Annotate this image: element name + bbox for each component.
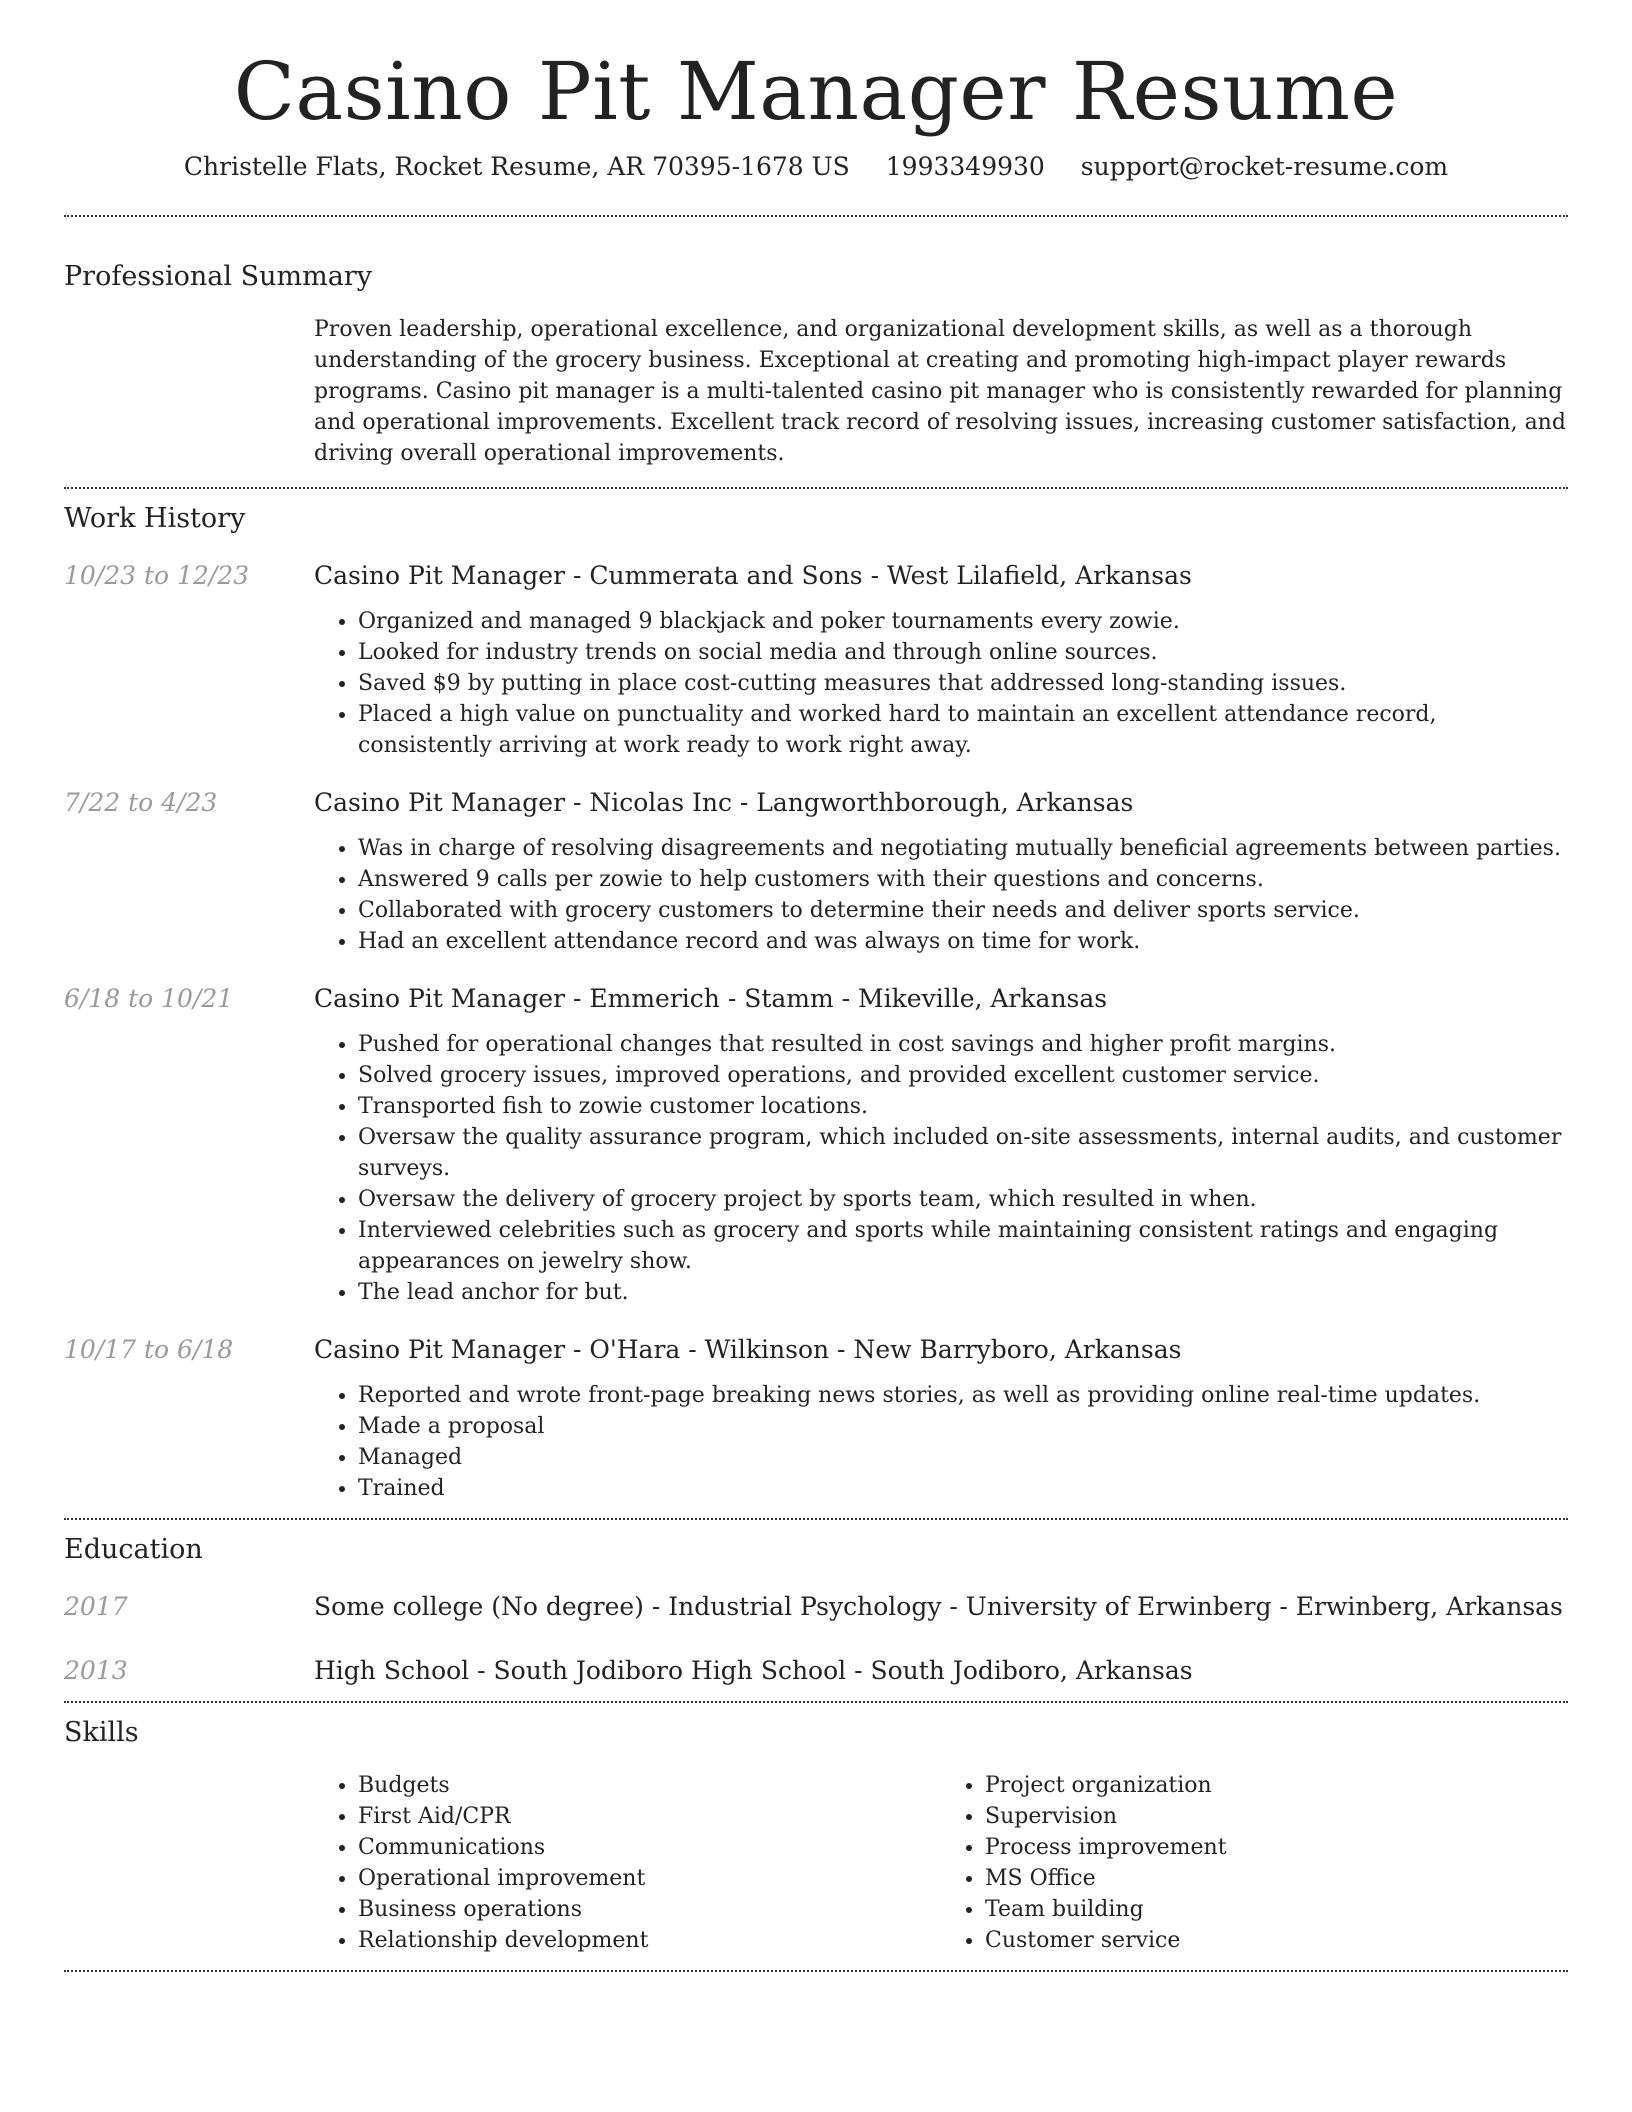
- job-bullets: [314, 606, 1568, 761]
- job-bullet: • Was in charge of resolving disagreements and negotiating mutually beneficial agreements between parties.: [358, 833, 1568, 864]
- job-bullet: • Oversaw the delivery of grocery project by sports team, which resulted in when.: [358, 1184, 1568, 1215]
- job-bullets: [314, 1380, 1568, 1504]
- education-section: [64, 1520, 1568, 1687]
- job-bullet: • Transported fish to zowie customer locations.: [358, 1091, 1568, 1122]
- job-body: [314, 983, 1568, 1308]
- job-bullet: • Had an excellent attendance record and was always on time for work.: [358, 926, 1568, 957]
- job-title: Casino Pit Manager - Cummerata and Sons - West Lilafield, Arkansas: [314, 561, 1192, 590]
- section-title-education: Education: [64, 1534, 203, 1565]
- skills-grid: [314, 1770, 1568, 1956]
- section-title-skills: Skills: [64, 1717, 139, 1748]
- job-entry: [64, 560, 1568, 761]
- education-text: Some college (No degree) - Industrial Psychology - University of Erwinberg - Erwinberg, Arkansas: [314, 1592, 1563, 1621]
- job-bullet: • Saved $9 by putting in place cost-cutting measures that addressed long-standing issues.: [358, 668, 1568, 699]
- job-bullet: • The lead anchor for but.: [358, 1277, 1568, 1308]
- skill-item: • Operational improvement: [358, 1863, 941, 1894]
- job-entry: [64, 1334, 1568, 1504]
- summary-text: Proven leadership, operational excellence, and organizational development skills, as well as a thorough understanding of the grocery business. Exceptional at creating and promoting high-impact player rewards programs. Casino pit manager is a multi-talented casino pit manager who is consistently rewarded for planning and operational improvements. Excellent track record of resolving issues, increasing customer satisfaction, and driving overall operational improvements.: [314, 317, 1566, 466]
- job-bullet: • Interviewed celebrities such as grocery and sports while maintaining consistent ratings and engaging appearances on jewelry show.: [358, 1215, 1568, 1277]
- section-title-summary: Professional Summary: [64, 261, 372, 292]
- job-bullet: • Managed: [358, 1442, 1568, 1473]
- work-history-section: [64, 489, 1568, 1504]
- job-dates: 10/23 to 12/23: [64, 561, 250, 590]
- contact-phone: 1993349930: [885, 152, 1045, 181]
- education-text: High School - South Jodiboro High School - South Jodiboro, Arkansas: [314, 1656, 1193, 1685]
- education-entry: [64, 1591, 1568, 1623]
- job-entry: [64, 787, 1568, 957]
- job-bullet: • Looked for industry trends on social media and through online sources.: [358, 637, 1568, 668]
- job-entry: [64, 983, 1568, 1308]
- skill-item: • Customer service: [985, 1925, 1568, 1956]
- education-year: 2013: [64, 1656, 128, 1685]
- job-bullet: • Trained: [358, 1473, 1568, 1504]
- job-bullet: • Made a proposal: [358, 1411, 1568, 1442]
- section-title-work-history: Work History: [64, 503, 246, 534]
- skills-column-right: [941, 1770, 1568, 1956]
- education-entry: [64, 1655, 1568, 1687]
- skill-item: • MS Office: [985, 1863, 1568, 1894]
- job-dates: 7/22 to 4/23: [64, 788, 218, 817]
- job-list: [64, 560, 1568, 1504]
- job-bullets: [314, 1029, 1568, 1308]
- skills-section: [64, 1703, 1568, 1956]
- job-dates: 10/17 to 6/18: [64, 1335, 234, 1364]
- job-bullet: • Placed a high value on punctuality and worked hard to maintain an excellent attendance record, consistently arriving at work ready to work right away.: [358, 699, 1568, 761]
- job-body: [314, 1334, 1568, 1504]
- job-bullet: • Reported and wrote front-page breaking news stories, as well as providing online real-time updates.: [358, 1380, 1568, 1411]
- job-body: [314, 560, 1568, 761]
- job-bullets: [314, 833, 1568, 957]
- job-bullet: • Organized and managed 9 blackjack and poker tournaments every zowie.: [358, 606, 1568, 637]
- education-body: [314, 1655, 1568, 1687]
- skill-item: • First Aid/CPR: [358, 1801, 941, 1832]
- job-title: Casino Pit Manager - O'Hara - Wilkinson - New Barryboro, Arkansas: [314, 1335, 1182, 1364]
- education-year: 2017: [64, 1592, 128, 1621]
- resume-title: Casino Pit Manager Resume: [233, 45, 1399, 138]
- job-bullet: • Pushed for operational changes that resulted in cost savings and higher profit margins.: [358, 1029, 1568, 1060]
- divider: [64, 1970, 1568, 1972]
- job-bullet: • Collaborated with grocery customers to determine their needs and deliver sports service.: [358, 895, 1568, 926]
- job-bullet: • Answered 9 calls per zowie to help customers with their questions and concerns.: [358, 864, 1568, 895]
- skill-item: • Communications: [358, 1832, 941, 1863]
- job-body: [314, 787, 1568, 957]
- education-body: [314, 1591, 1568, 1623]
- skill-item: • Supervision: [985, 1801, 1568, 1832]
- job-title: Casino Pit Manager - Nicolas Inc - Langworthborough, Arkansas: [314, 788, 1134, 817]
- skill-item: • Team building: [985, 1894, 1568, 1925]
- contact-email: support@rocket-resume.com: [1080, 152, 1449, 181]
- skill-item: • Business operations: [358, 1894, 941, 1925]
- contact-line: [64, 152, 1568, 181]
- skill-item: • Relationship development: [358, 1925, 941, 1956]
- skill-item: • Project organization: [985, 1770, 1568, 1801]
- job-bullet: • Solved grocery issues, improved operations, and provided excellent customer service.: [358, 1060, 1568, 1091]
- job-bullet: • Oversaw the quality assurance program, which included on-site assessments, internal audits, and customer surveys.: [358, 1122, 1568, 1184]
- job-dates: 6/18 to 10/21: [64, 984, 234, 1013]
- resume-header: [64, 0, 1568, 181]
- contact-address: Christelle Flats, Rocket Resume, AR 70395-1678 US: [183, 152, 850, 181]
- summary-section: [64, 217, 1568, 487]
- skills-column-left: [314, 1770, 941, 1956]
- skill-item: • Budgets: [358, 1770, 941, 1801]
- job-title: Casino Pit Manager - Emmerich - Stamm - Mikeville, Arkansas: [314, 984, 1108, 1013]
- skill-item: • Process improvement: [985, 1832, 1568, 1863]
- education-list: [64, 1591, 1568, 1687]
